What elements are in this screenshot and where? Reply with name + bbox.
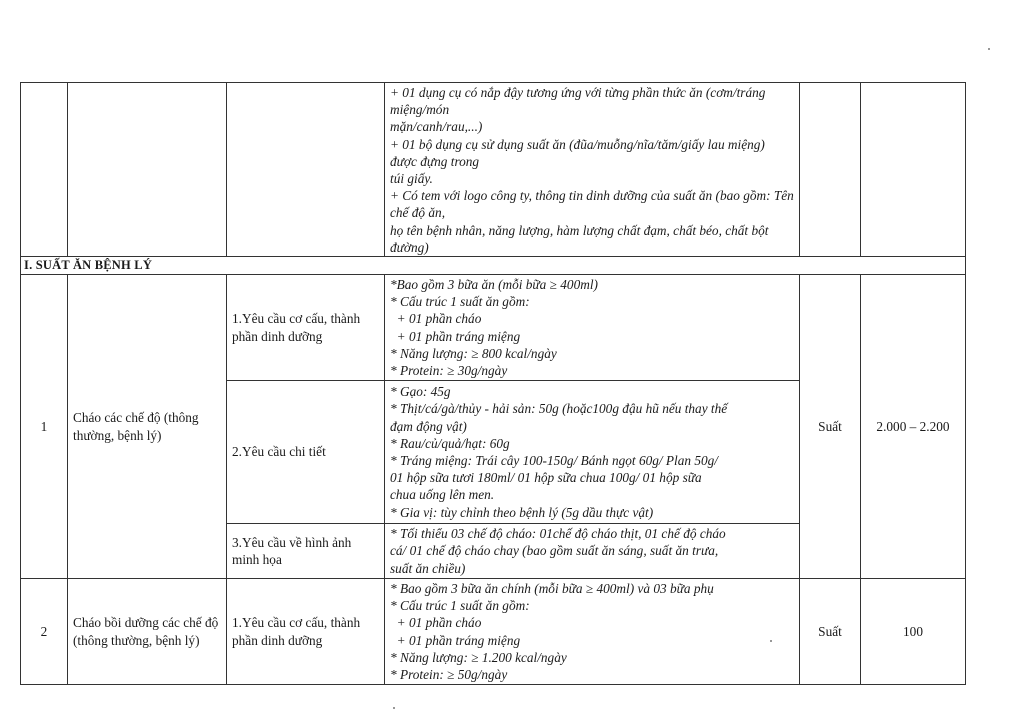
detail-line: * Gạo: 45g <box>390 384 451 400</box>
stt-cell <box>21 83 68 257</box>
scan-speck <box>988 48 990 50</box>
table-row <box>21 579 966 685</box>
detail-line: cá/ 01 chế độ cháo chay (bao gồm suất ăn sáng, suất ăn trưa, <box>390 543 719 559</box>
detail-line: * Protein: ≥ 30g/ngày <box>390 362 508 378</box>
detail-cell <box>385 524 800 579</box>
detail-cell <box>385 579 800 685</box>
scan-speck <box>770 640 772 642</box>
qty-cell: 100 <box>861 579 966 685</box>
section-row <box>21 257 966 275</box>
unit-cell <box>800 83 861 257</box>
detail-line: 01 hộp sữa tươi 180ml/ 01 hộp sữa chua 100g/ 01 hộp sữa <box>390 470 702 486</box>
detail-line: *Bao gồm 3 bữa ăn (mỗi bữa ≥ 400ml) <box>390 276 598 292</box>
detail-line: * Bao gồm 3 bữa ăn chính (mỗi bữa ≥ 400ml) và 03 bữa phụ <box>390 580 714 596</box>
item-name: Cháo các chế độ (thông thường, bệnh lý) <box>68 275 227 579</box>
requirement-label: 3.Yêu cầu về hình ảnh minh họa <box>227 524 385 579</box>
requirements-table <box>20 82 966 685</box>
detail-line: + 01 phần tráng miệng <box>390 328 521 344</box>
detail-line: * Gia vị: tùy chỉnh theo bệnh lý (5g dầu thực vật) <box>390 504 654 520</box>
qty-cell <box>861 83 966 257</box>
requirement-label: 1.Yêu cầu cơ cấu, thành phần dinh dưỡng <box>227 579 385 685</box>
detail-cell <box>385 381 800 524</box>
scan-speck <box>393 707 395 709</box>
stt-cell: 2 <box>21 579 68 685</box>
detail-line: * Cấu trúc 1 suất ăn gồm: <box>390 294 530 310</box>
detail-line: đạm động vật) <box>390 418 467 434</box>
detail-cell <box>385 83 800 257</box>
detail-line: + 01 bộ dụng cụ sử dụng suất ăn (đũa/muỗng/nĩa/tăm/giấy lau miệng) được đựng trong <box>390 136 769 169</box>
detail-line: + 01 phần cháo <box>390 311 482 327</box>
detail-line: + 01 dụng cụ có nắp đậy tương ứng với từng phần thức ăn (cơm/tráng miệng/món <box>390 85 769 118</box>
requirement-label: 1.Yêu cầu cơ cấu, thành phần dinh dưỡng <box>227 275 385 381</box>
detail-line: họ tên bệnh nhân, năng lượng, hàm lượng chất đạm, chất béo, chất bột đường) <box>390 222 772 255</box>
qty-cell: 2.000 – 2.200 <box>861 275 966 579</box>
detail-line: suất ăn chiều) <box>390 560 466 576</box>
detail-line: chua uống lên men. <box>390 487 495 503</box>
requirement-label: 2.Yêu cầu chi tiết <box>227 381 385 524</box>
item-name: Cháo bồi dưỡng các chế độ (thông thường, bệnh lý) <box>68 579 227 685</box>
requirement-cell <box>227 83 385 257</box>
detail-line: * Cấu trúc 1 suất ăn gồm: <box>390 598 530 614</box>
unit-cell: Suất <box>800 579 861 685</box>
detail-line: * Tráng miệng: Trái cây 100-150g/ Bánh ngọt 60g/ Plan 50g/ <box>390 453 718 469</box>
detail-line: + 01 phần cháo <box>390 615 482 631</box>
detail-line: mặn/canh/rau,...) <box>390 119 483 135</box>
detail-line: túi giấy. <box>390 171 433 187</box>
unit-cell: Suất <box>800 275 861 579</box>
detail-line: + Có tem với logo công ty, thông tin dinh dưỡng của suất ăn (bao gồm: Tên chế độ ăn, <box>390 188 798 221</box>
detail-line: * Protein: ≥ 50g/ngày <box>390 666 508 682</box>
name-cell <box>68 83 227 257</box>
section-title: I. SUẤT ĂN BỆNH LÝ <box>21 257 966 275</box>
table-row <box>21 275 966 381</box>
detail-line: * Tối thiểu 03 chế độ cháo: 01chế độ cháo thịt, 01 chế độ cháo <box>390 526 726 542</box>
detail-line: * Thịt/cá/gà/thủy - hải sản: 50g (hoặc100g đậu hũ nếu thay thế <box>390 401 728 417</box>
detail-line: + 01 phần tráng miệng <box>390 632 521 648</box>
detail-line: * Năng lượng: ≥ 1.200 kcal/ngày <box>390 649 567 665</box>
detail-line: * Năng lượng: ≥ 800 kcal/ngày <box>390 345 557 361</box>
stt-cell: 1 <box>21 275 68 579</box>
continuation-row <box>21 83 966 257</box>
detail-cell <box>385 275 800 381</box>
detail-line: * Rau/củ/quả/hạt: 60g <box>390 435 510 451</box>
